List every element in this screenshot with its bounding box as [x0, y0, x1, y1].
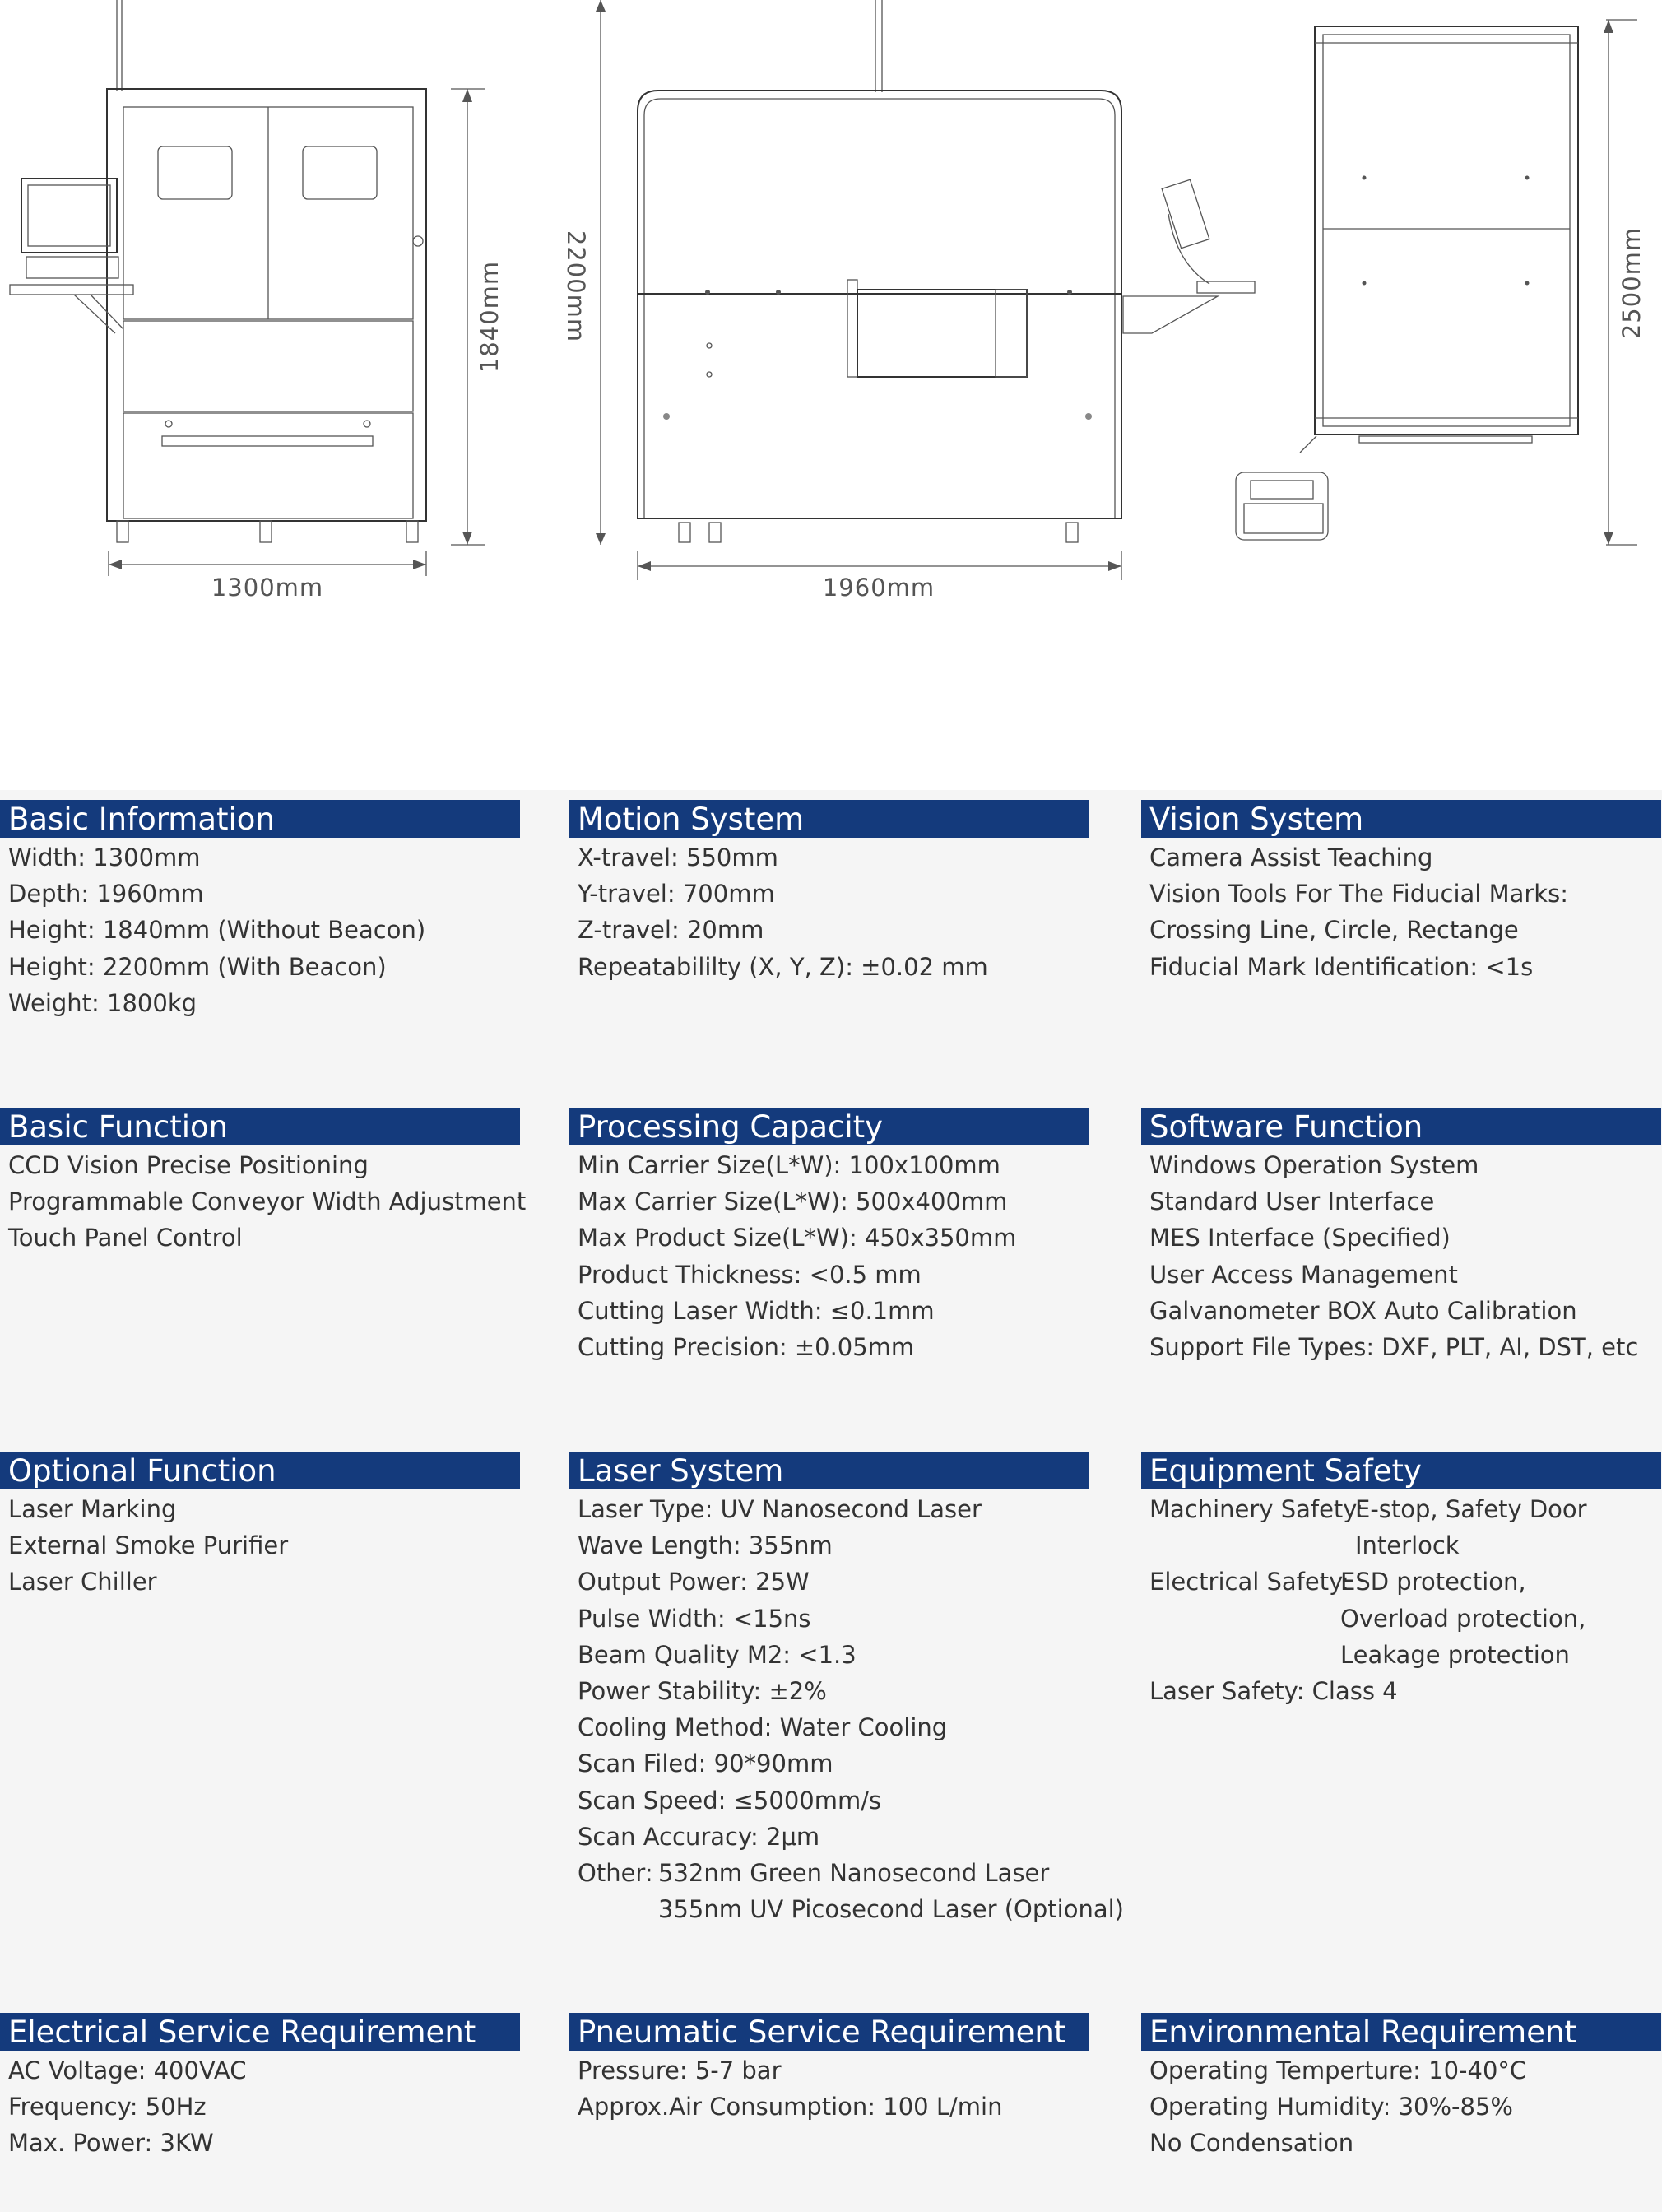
- spec-line: Scan Filed: 90*90mm: [578, 1750, 833, 1778]
- spec-label: Electrical Safety:: [1149, 1568, 1349, 1596]
- spec-line: Operating Humidity: 30%-85%: [1149, 2093, 1513, 2121]
- pneumatic-service-section: [569, 2013, 1089, 2125]
- spec-line: Programmable Conveyor Width Adjustment: [8, 1187, 527, 1216]
- spec-line-machinery: [1149, 1491, 1661, 1527]
- top-view-drawing: [1236, 20, 1637, 545]
- spec-line: Output Power: 25W: [578, 1568, 810, 1596]
- spec-line: Min Carrier Size(L*W): 100x100mm: [578, 1151, 1000, 1179]
- section-title: Equipment Safety: [1141, 1452, 1661, 1489]
- spec-line: Pulse Width: <15ns: [578, 1604, 811, 1633]
- spec-line: Vision Tools For The Fiducial Marks:: [1149, 880, 1568, 908]
- side-height-dimension: 2200mm: [562, 230, 590, 343]
- spec-line: Scan Speed: ≤5000mm/s: [578, 1786, 882, 1815]
- spec-line: Power Stability: ±2%: [578, 1677, 827, 1706]
- spec-line: Crossing Line, Circle, Rectange: [1149, 916, 1519, 945]
- spec-line: External Smoke Purifier: [8, 1531, 289, 1560]
- spec-line: Weight: 1800kg: [8, 988, 197, 1017]
- spec-value: ESD protection,: [1340, 1568, 1526, 1596]
- spec-line: Cutting Precision: ±0.05mm: [578, 1333, 915, 1362]
- spec-line: Width: 1300mm: [8, 843, 201, 871]
- spec-line: Cutting Laser Width: ≤0.1mm: [578, 1296, 935, 1325]
- spec-line: CCD Vision Precise Positioning: [8, 1151, 369, 1179]
- spec-line: Operating Temperture: 10-40°C: [1149, 2056, 1527, 2084]
- spec-line: Max. Power: 3KW: [8, 2129, 214, 2158]
- spec-line: Height: 1840mm (Without Beacon): [8, 916, 426, 945]
- spec-line-other: [578, 1855, 1089, 1891]
- environmental-section: [1141, 2013, 1661, 2162]
- optional-function-section: [0, 1452, 520, 1601]
- spec-line: Support File Types: DXF, PLT, AI, DST, etc: [1149, 1333, 1639, 1362]
- front-width-dimension: 1300mm: [211, 574, 324, 602]
- section-title: Basic Function: [0, 1108, 520, 1146]
- section-title: Software Function: [1141, 1108, 1661, 1146]
- spec-line-continued: Interlock: [1355, 1531, 1460, 1560]
- spec-label: Other:: [578, 1859, 653, 1888]
- spec-line-continued: Leakage protection: [1340, 1640, 1570, 1669]
- spec-line-continued: 355nm UV Picosecond Laser (Optional): [658, 1895, 1124, 1924]
- top-height-dimension: 2500mm: [1618, 226, 1646, 340]
- section-title: Basic Information: [0, 800, 520, 838]
- spec-line: Depth: 1960mm: [8, 880, 204, 908]
- electrical-service-section: [0, 2013, 520, 2162]
- spec-line: X-travel: 550mm: [578, 843, 778, 871]
- spec-line: No Condensation: [1149, 2129, 1354, 2158]
- spec-line: Windows Operation System: [1149, 1151, 1479, 1179]
- spec-line: Standard User Interface: [1149, 1187, 1435, 1216]
- spec-line: Z-travel: 20mm: [578, 916, 764, 945]
- spec-line: Laser Type: UV Nanosecond Laser: [578, 1495, 982, 1523]
- spec-line: Max Product Size(L*W): 450x350mm: [578, 1224, 1017, 1252]
- spec-line: Touch Panel Control: [8, 1224, 243, 1252]
- spec-line: Scan Accuracy: 2μm: [578, 1822, 820, 1851]
- processing-capacity-section: [569, 1108, 1089, 1365]
- spec-line-continued: Overload protection,: [1340, 1604, 1586, 1633]
- spec-line: AC Voltage: 400VAC: [8, 2056, 247, 2084]
- spec-line: Height: 2200mm (With Beacon): [8, 952, 387, 981]
- spec-line: Cooling Method: Water Cooling: [578, 1713, 948, 1742]
- spec-line: MES Interface (Specified): [1149, 1224, 1451, 1252]
- section-title: Pneumatic Service Requirement: [569, 2013, 1089, 2051]
- vision-system-section: [1141, 800, 1661, 985]
- specifications-area: [0, 790, 1662, 2212]
- basic-information-section: [0, 800, 520, 1021]
- side-depth-dimension: 1960mm: [822, 574, 935, 602]
- spec-line: User Access Management: [1149, 1260, 1458, 1289]
- spec-line: Wave Length: 355nm: [578, 1531, 833, 1560]
- spec-line: Laser Safety: Class 4: [1149, 1677, 1398, 1706]
- spec-value: E-stop, Safety Door: [1355, 1495, 1587, 1523]
- basic-function-section: [0, 1108, 527, 1257]
- spec-label: Machinery Safety:: [1149, 1495, 1364, 1523]
- spec-line: Laser Chiller: [8, 1568, 157, 1596]
- spec-line: Galvanometer BOX Auto Calibration: [1149, 1296, 1577, 1325]
- side-view-drawing: [596, 0, 1255, 580]
- equipment-safety-section: [1141, 1452, 1661, 1709]
- laser-system-section: [569, 1452, 1124, 1927]
- spec-line: Camera Assist Teaching: [1149, 843, 1433, 871]
- spec-line: Frequency: 50Hz: [8, 2093, 207, 2121]
- section-title: Processing Capacity: [569, 1108, 1089, 1146]
- section-title: Electrical Service Requirement: [0, 2013, 520, 2051]
- front-height-dimension: 1840mm: [476, 260, 504, 374]
- spec-line: Laser Marking: [8, 1495, 177, 1523]
- spec-line: Product Thickness: <0.5 mm: [578, 1260, 922, 1289]
- motion-system-section: [569, 800, 1089, 985]
- software-function-section: [1141, 1108, 1661, 1365]
- spec-line: Approx.Air Consumption: 100 L/min: [578, 2093, 1003, 2121]
- technical-drawings: [0, 0, 1662, 790]
- spec-line: Fiducial Mark Identification: <1s: [1149, 952, 1534, 981]
- spec-line: Y-travel: 700mm: [578, 880, 775, 908]
- spec-line: Repeatabililty (X, Y, Z): ±0.02 mm: [578, 952, 988, 981]
- section-title: Motion System: [569, 800, 1089, 838]
- spec-line: Pressure: 5-7 bar: [578, 2056, 782, 2084]
- section-title: Environmental Requirement: [1141, 2013, 1661, 2051]
- spec-line-electrical: [1149, 1564, 1661, 1600]
- section-title: Optional Function: [0, 1452, 520, 1489]
- spec-line: Max Carrier Size(L*W): 500x400mm: [578, 1187, 1008, 1216]
- machine-drawings: [0, 0, 1662, 790]
- front-view-drawing: [10, 0, 485, 576]
- spec-line: Beam Quality M2: <1.3: [578, 1640, 857, 1669]
- section-title: Vision System: [1141, 800, 1661, 838]
- section-title: Laser System: [569, 1452, 1089, 1489]
- spec-value: 532nm Green Nanosecond Laser: [658, 1859, 1050, 1888]
